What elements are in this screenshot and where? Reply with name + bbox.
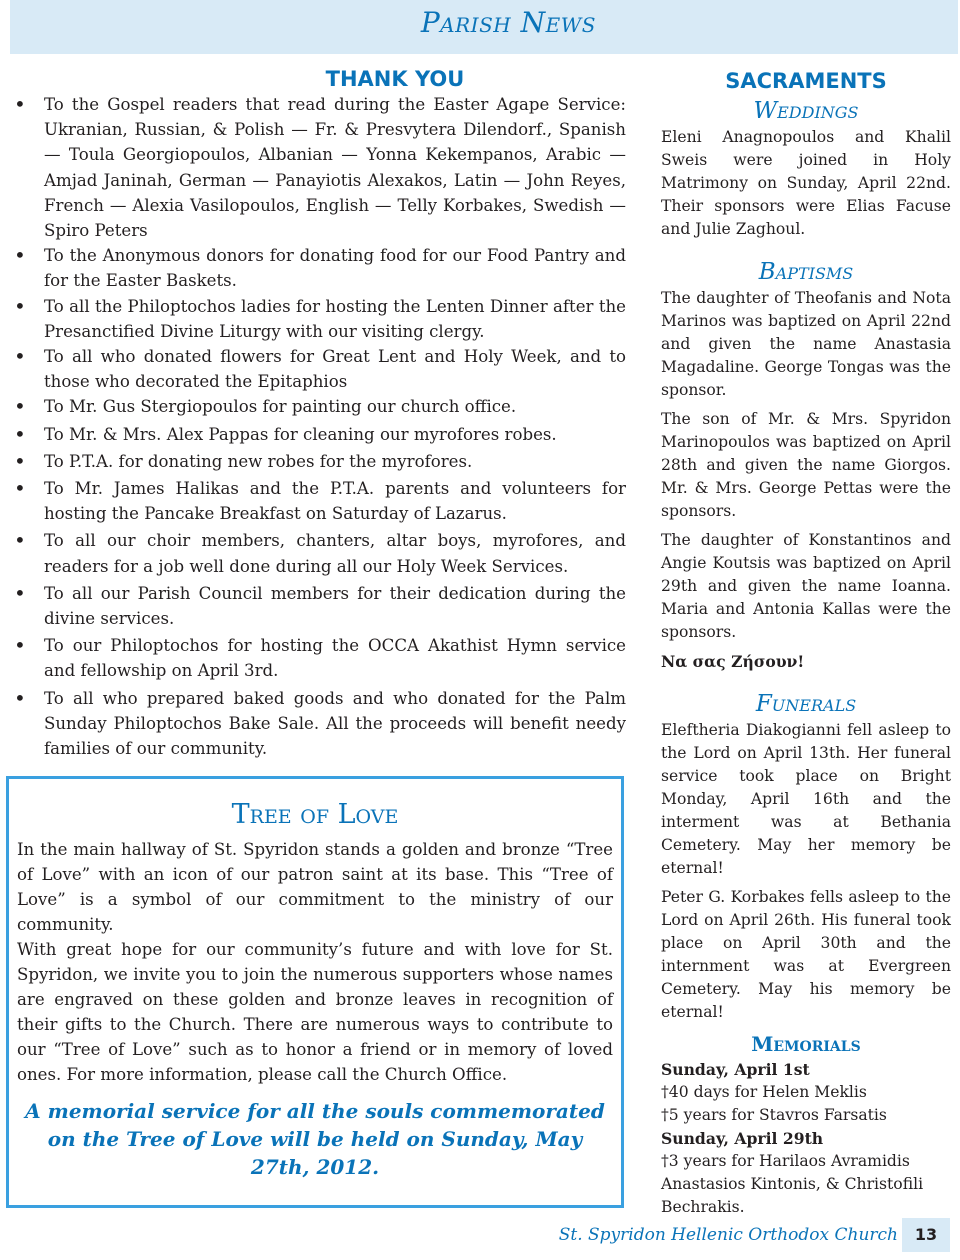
- list-item: • To all our choir members, chanters, altar boys, myrofores, and readers for a job well done during all our Holy Week Services.: [14, 528, 626, 578]
- sacraments-column: [661, 66, 951, 1219]
- thank-you-section: [14, 66, 626, 763]
- baptism-entry: The son of Mr. & Mrs. Spyridon Marinopoulos was baptized on April 28th and given the name Giorgos. Mr. & Mrs. George Pettas were the sponsors.: [661, 410, 951, 520]
- header-band: [10, 0, 958, 54]
- footer-church-name: St. Spyridon Hellenic Orthodox Church: [558, 1225, 898, 1245]
- memorial-entry: †5 years for Stavros Farsatis: [661, 1106, 887, 1124]
- memorial-service-notice: A memorial service for all the souls commemorated on the Tree of Love will be held on Sunday, May 27th, 2012.: [25, 1099, 605, 1179]
- list-item: • To the Anonymous donors for donating food for our Food Pantry and for the Easter Baskets.: [14, 243, 626, 293]
- memorial-entry: †40 days for Helen Meklis: [661, 1083, 867, 1101]
- funeral-entry: Peter G. Korbakes fells asleep to the Lord on April 26th. His funeral took place on April 30th and the internment was at Evergreen Cemetery. May his memory be eternal!: [661, 888, 951, 1021]
- list-item: • To Mr. Gus Stergiopoulos for painting our church office.: [14, 394, 626, 419]
- tree-paragraph-2: With great hope for our community’s future and with love for St. Spyridon, we invite you to join the numerous supporters whose names are engraved on these golden and bronze leaves in recognition of their gifts to the Church. There are numerous ways to contribute to our “Tree of Love” such as to honor a friend or in memory of loved ones. For more information, please call the Church Office.: [17, 940, 613, 1084]
- list-item: • To Mr. & Mrs. Alex Pappas for cleaning our myrofores robes.: [14, 422, 626, 447]
- greek-blessing: Να σας Ζήσουν!: [661, 652, 805, 671]
- page-number: 13: [902, 1218, 950, 1252]
- list-item: • To all who prepared baked goods and who donated for the Palm Sunday Philoptochos Bake Sale. All the proceeds will benefit needy families of our community.: [14, 686, 626, 762]
- funerals-heading: Funerals: [755, 691, 857, 717]
- page-title: Parish News: [420, 6, 596, 39]
- thank-you-list: [14, 92, 626, 761]
- memorials-heading: Memorials: [751, 1032, 861, 1056]
- memorial-date: Sunday, April 1st: [661, 1060, 810, 1079]
- list-item: • To Mr. James Halikas and the P.T.A. parents and volunteers for hosting the Pancake Breakfast on Saturday of Lazarus.: [14, 476, 626, 526]
- baptism-entry: The daughter of Konstantinos and Angie Koutsis was baptized on April 29th and given the name Ioanna. Maria and Antonia Kallas were the sponsors.: [661, 531, 951, 641]
- list-item: • To all who donated flowers for Great Lent and Holy Week, and to those who decorated the Epitaphios: [14, 344, 626, 394]
- list-item: • To the Gospel readers that read during the Easter Agape Service: Ukranian, Russian, & Polish — Fr. & Presvytera Dilendorf., Spanish — Toula Georgiopoulos, Albanian — Yonna Kekempanos, Arabic — Amjad Janinah, German — Panayiotis Alexakos, Latin — John Reyes, French — Alexia Vasilopoulos, English — Telly Korbakes, Swedish — Spiro Peters: [14, 92, 626, 243]
- tree-of-love-box: [6, 776, 624, 1208]
- weddings-text: Eleni Anagnopoulos and Khalil Sweis were joined in Holy Matrimony on Sunday, April 22nd. Their sponsors were Elias Facuse and Julie Zaghoul.: [661, 128, 951, 238]
- tree-of-love-heading: Tree of Love: [231, 799, 399, 830]
- list-item: • To all our Parish Council members for their dedication during the divine services.: [14, 581, 626, 631]
- list-item: • To P.T.A. for donating new robes for the myrofores.: [14, 449, 626, 474]
- memorial-entry: †3 years for Harilaos Avramidis Anastasios Kintonis, & Christofili Bechrakis.: [661, 1152, 924, 1216]
- baptisms-heading: Baptisms: [758, 259, 854, 285]
- tree-paragraph-1: In the main hallway of St. Spyridon stands a golden and bronze “Tree of Love” with an icon of our patron saint at its base. This “Tree of Love” is a symbol of our commitment to the ministry of our community.: [17, 840, 613, 934]
- weddings-heading: Weddings: [753, 98, 859, 124]
- thank-you-heading: THANK YOU: [325, 67, 465, 91]
- list-item: • To all the Philoptochos ladies for hosting the Lenten Dinner after the Presanctified Divine Liturgy with our visiting clergy.: [14, 294, 626, 344]
- sacraments-heading: SACRAMENTS: [725, 69, 887, 93]
- list-item: • To our Philoptochos for hosting the OCCA Akathist Hymn service and fellowship on April 3rd.: [14, 633, 626, 683]
- baptism-entry: The daughter of Theofanis and Nota Marinos was baptized on April 22nd and given the name Anastasia Magadaline. George Tongas was the sponsor.: [661, 289, 951, 399]
- memorial-date: Sunday, April 29th: [661, 1129, 824, 1148]
- funeral-entry: Eleftheria Diakogianni fell asleep to the Lord on April 13th. Her funeral service took place on Bright Monday, April 16th and the interment was at Bethania Cemetery. May her memory be eternal!: [661, 721, 951, 877]
